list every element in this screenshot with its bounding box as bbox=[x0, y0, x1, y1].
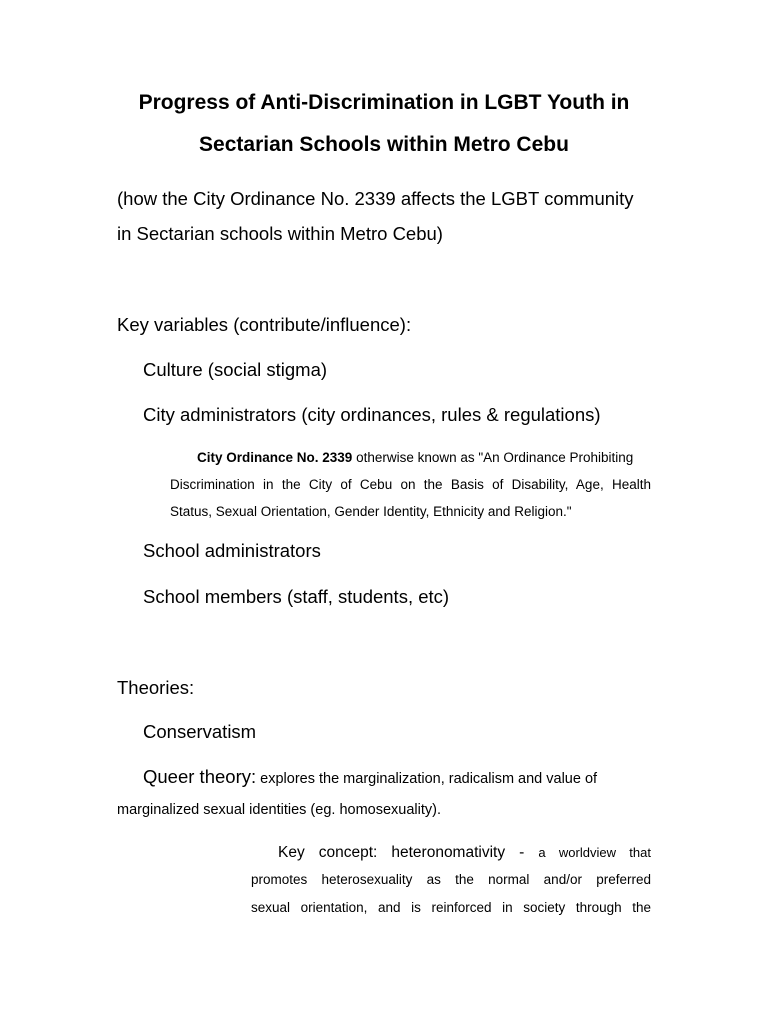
ordinance-line-3: Status, Sexual Orientation, Gender Identity, Ethnicity and Religion." bbox=[170, 504, 572, 519]
queer-theory-line-2: marginalized sexual identities (eg. homosexuality). bbox=[117, 802, 441, 818]
theory-conservatism: Conservatism bbox=[143, 721, 257, 742]
key-concept-line-2: promotes heterosexuality as the normal and/or preferred bbox=[251, 872, 651, 887]
key-variables-heading: Key variables (contribute/influence): bbox=[117, 314, 412, 335]
variable-school-administrators: School administrators bbox=[143, 540, 321, 561]
document-title-line-2: Sectarian Schools within Metro Cebu bbox=[199, 133, 569, 156]
queer-theory-line-1 bbox=[143, 764, 651, 792]
queer-theory-description-1: explores the marginalization, radicalism and value of bbox=[256, 771, 598, 787]
document-title-line-1: Progress of Anti-Discrimination in LGBT Youth in bbox=[138, 91, 630, 114]
variable-city-administrators: City administrators (city ordinances, rules & regulations) bbox=[143, 404, 601, 425]
ordinance-line-1 bbox=[197, 448, 633, 468]
subtitle-line-2: in Sectarian schools within Metro Cebu) bbox=[117, 223, 443, 244]
key-concept-line-1 bbox=[278, 840, 651, 866]
theories-heading: Theories: bbox=[117, 677, 195, 698]
queer-theory-label: Queer theory: bbox=[143, 766, 257, 787]
ordinance-name: City Ordinance No. 2339 bbox=[197, 450, 353, 465]
variable-school-members: School members (staff, students, etc) bbox=[143, 586, 450, 607]
key-concept-line-3: sexual orientation, and is reinforced in society through the bbox=[251, 900, 651, 915]
key-concept-label: Key concept: heteronomativity bbox=[278, 844, 506, 861]
key-concept-dash: - bbox=[505, 844, 539, 861]
ordinance-line-2: Discrimination in the City of Cebu on the Basis of Disability, Age, Health bbox=[170, 477, 651, 492]
subtitle-line-1: (how the City Ordinance No. 2339 affects the LGBT community bbox=[117, 188, 634, 209]
key-concept-line-1-rest: a worldview that bbox=[538, 845, 651, 860]
ordinance-line-1-rest: otherwise known as "An Ordinance Prohibiting bbox=[352, 450, 634, 465]
variable-culture: Culture (social stigma) bbox=[143, 359, 328, 380]
